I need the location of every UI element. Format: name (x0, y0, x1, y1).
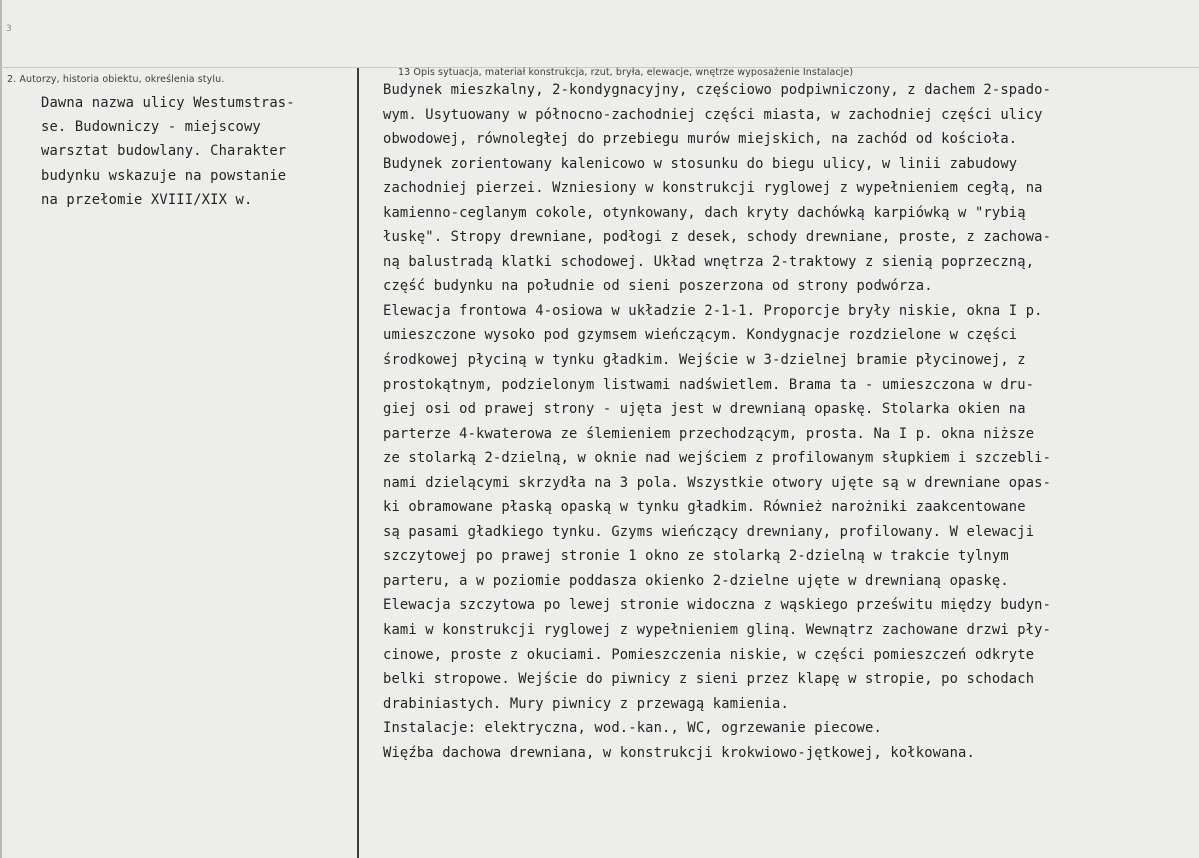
text-line: warsztat budowlany. Charakter (41, 143, 287, 160)
building-description-text (383, 78, 1051, 765)
text-line: Dawna nazwa ulicy Westumstras- (41, 95, 295, 111)
text-line: obwodowej, równoległej do przebiegu murów miejskich, na zachód od kościoła. (383, 131, 1018, 148)
text-line: ną balustradą klatki schodowej. Układ wnętrza 2-traktowy z sienią poprzeczną, (383, 253, 1035, 270)
text-line: ze stolarką 2-dzielną, w oknie nad wejściem z profilowanym słupkiem i szczebli- (383, 450, 1052, 467)
text-line: Elewacja frontowa 4-osiowa w układzie 2-1-1. Proporcje bryły niskie, okna I p. (383, 302, 1043, 319)
text-line: kamienno-ceglanym cokole, otynkowany, dach kryty dachówką karpiówką w "rybią (383, 204, 1026, 221)
text-line: giej osi od prawej strony - ujęta jest w drewnianą opaskę. Stolarka okien na (383, 401, 1026, 418)
text-line: łuskę". Stropy drewniane, podłogi z desek, schody drewniane, proste, z zachowa- (383, 229, 1052, 246)
text-line: są pasami gładkiego tynku. Gzyms wieńczący drewniany, profilowany. W elewacji (383, 523, 1035, 540)
text-line: kami w konstrukcji ryglowej z wypełnieniem gliną. Wewnątrz zachowane drzwi pły- (383, 622, 1052, 639)
authors-history-text (41, 91, 295, 212)
text-line: se. Budowniczy - miejscowy (41, 119, 261, 136)
text-line: parterze 4-kwaterowa ze ślemieniem przechodzącym, prosta. Na I p. okna niższe (383, 425, 1035, 442)
text-line: cinowe, proste z okuciami. Pomieszczenia niskie, w części pomieszczeń odkryte (383, 646, 1035, 663)
section-heading-description: 13 Opis sytuacja, materiał konstrukcja, rzut, bryła, elewacje, wnętrze wyposażenie Instalacje) (398, 67, 854, 78)
text-line: na przełomie XVIII/XIX w. (41, 191, 253, 208)
text-line: wym. Usytuowany w północno-zachodniej części miasta, w zachodniej części ulicy (383, 106, 1043, 123)
text-line: Instalacje: elektryczna, wod.-kan., WC, ogrzewanie piecowe. (383, 720, 882, 737)
text-line: Więźba dachowa drewniana, w konstrukcji krokwiowo-jętkowej, kołkowana. (383, 744, 975, 761)
text-line: parteru, a w poziomie poddasza okienko 2-dzielne ujęte w drewnianą opaskę. (383, 572, 1009, 589)
text-line: część budynku na południe od sieni poszerzona od strony podwórza. (383, 278, 933, 295)
column-divider (357, 68, 359, 858)
card-edge (0, 0, 2, 858)
text-line: belki stropowe. Wejście do piwnicy z sieni przez klapę w stropie, po schodach (383, 671, 1035, 688)
text-line: Budynek mieszkalny, 2-kondygnacyjny, częściowo podpiwniczony, z dachem 2-spado- (383, 82, 1052, 98)
text-line: szczytowej po prawej stronie 1 okno ze stolarką 2-dzielną w trakcie tylnym (383, 548, 1009, 565)
text-line: prostokątnym, podzielonym listwami nadświetlem. Brama ta - umieszczona w dru- (383, 376, 1035, 393)
text-line: budynku wskazuje na powstanie (41, 167, 287, 184)
text-line: umieszczone wysoko pod gzymsem wieńczącym. Kondygnacje rozdzielone w części (383, 327, 1018, 344)
section-heading-authors: 2. Autorzy, historia obiektu, określenia stylu. (7, 74, 225, 85)
text-line: środkowej płyciną w tynku gładkim. Wejście w 3-dzielnej bramie płycinowej, z (383, 352, 1026, 369)
text-line: Budynek zorientowany kalenicowo w stosunku do biegu ulicy, w linii zabudowy (383, 155, 1018, 172)
text-line: nami dzielącymi skrzydła na 3 pola. Wszystkie otwory ujęte są w drewniane opas- (383, 474, 1052, 491)
text-line: drabiniastych. Mury piwnicy z przewagą kamienia. (383, 695, 789, 712)
corner-mark: 3 (6, 24, 12, 34)
text-line: zachodniej pierzei. Wzniesiony w konstrukcji ryglowej z wypełnieniem cegłą, na (383, 180, 1043, 197)
text-line: Elewacja szczytowa po lewej stronie widoczna z wąskiego prześwitu między budyn- (383, 597, 1052, 614)
text-line: ki obramowane płaską opaską w tynku gładkim. Również narożniki zaakcentowane (383, 499, 1026, 516)
